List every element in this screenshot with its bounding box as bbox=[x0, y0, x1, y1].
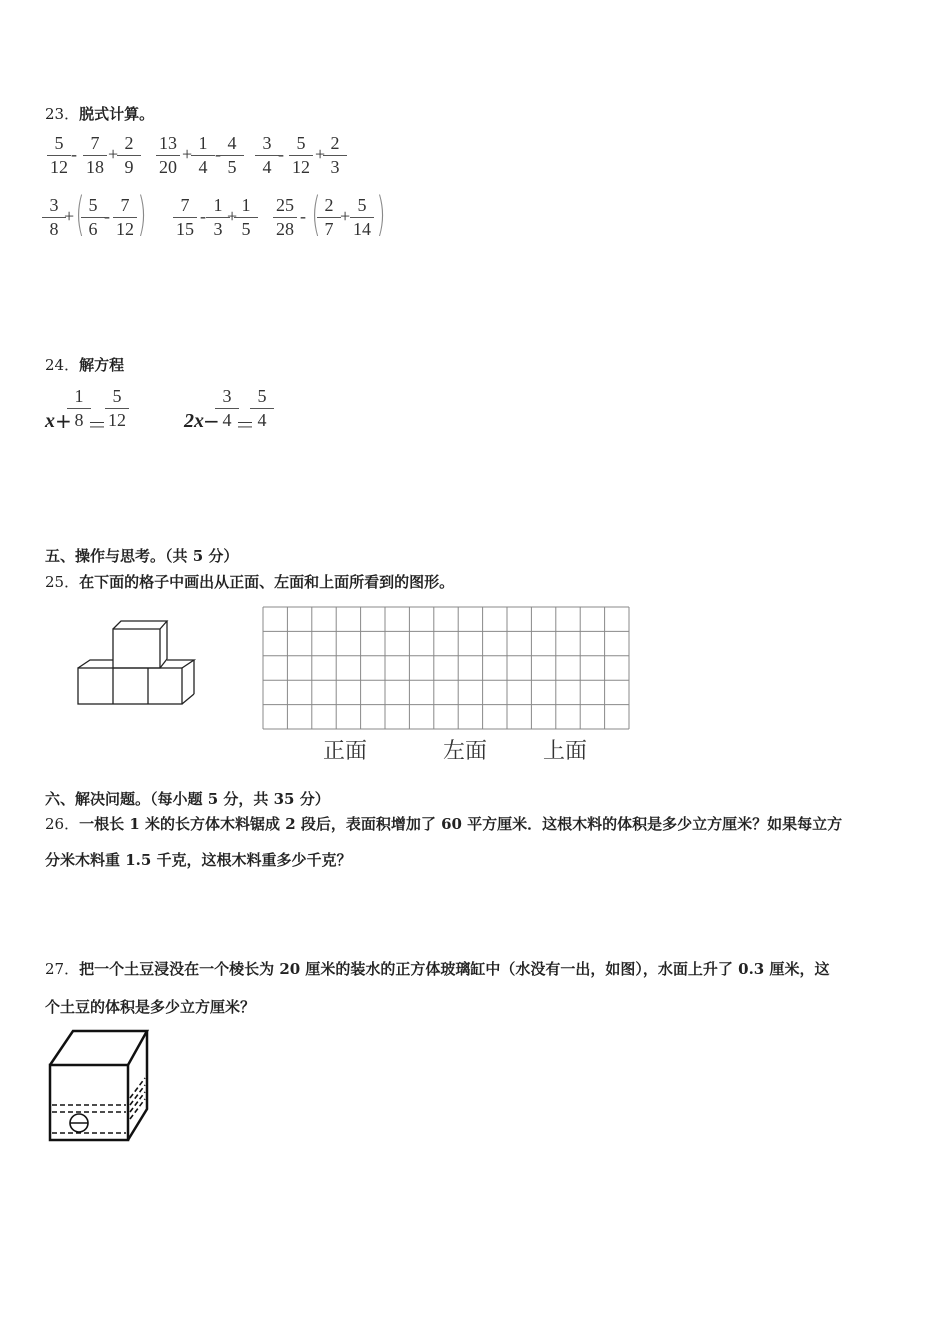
q27-text-line2: 个土豆的体积是多少立方厘米？ bbox=[45, 998, 256, 1016]
operator: - bbox=[71, 144, 77, 164]
equation-variable: x bbox=[45, 410, 55, 432]
q23-heading bbox=[45, 103, 154, 124]
q24-heading bbox=[45, 354, 124, 375]
right-paren: ) bbox=[137, 187, 147, 241]
cube-stack-figure bbox=[70, 620, 205, 710]
q23-number: 23． bbox=[45, 105, 80, 123]
fraction: 2 9 bbox=[115, 133, 143, 178]
fraction: 5 6 bbox=[79, 195, 107, 240]
fraction: 1 5 bbox=[232, 195, 260, 240]
right-paren: ) bbox=[376, 187, 386, 241]
operator: + bbox=[108, 144, 119, 164]
q23-title: 脱式计算。 bbox=[79, 105, 155, 123]
q27-text-line1: 把一个土豆浸没在一个棱长为 20 厘米的装水的正方体玻璃缸中（水没有一出，如图），水面上升了 0.3 厘米，这 bbox=[79, 960, 830, 978]
fraction: 2 3 bbox=[321, 133, 349, 178]
fraction: 13 20 bbox=[154, 133, 182, 178]
q26-line1 bbox=[45, 813, 842, 834]
fraction: 4 5 bbox=[218, 133, 246, 178]
q26-text-line1: 一根长 1 米的长方体木料锯成 2 段后，表面积增加了 60 平方厘米．这根木料的体积是多少立方厘米？如果每立方 bbox=[79, 815, 843, 833]
fraction: 7 15 bbox=[171, 195, 199, 240]
fraction: 5 12 bbox=[45, 133, 73, 178]
operator: - bbox=[104, 206, 110, 226]
operator: − bbox=[203, 409, 220, 433]
fraction: 5 4 bbox=[248, 386, 276, 431]
fraction: 7 18 bbox=[81, 133, 109, 178]
fraction: 3 4 bbox=[253, 133, 281, 178]
operator: + bbox=[64, 206, 75, 226]
q25-number: 25． bbox=[45, 573, 80, 591]
q27-line1 bbox=[45, 958, 829, 979]
fraction: 5 12 bbox=[103, 386, 131, 431]
fraction: 25 28 bbox=[271, 195, 299, 240]
bottom-row-front bbox=[78, 668, 182, 704]
grid-label-front: 正面 bbox=[323, 739, 368, 764]
fraction: 5 12 bbox=[287, 133, 315, 178]
fraction: 2 7 bbox=[315, 195, 343, 240]
equation-variable: 2x bbox=[184, 410, 204, 432]
grid-label-top: 上面 bbox=[543, 739, 588, 764]
operator: - bbox=[215, 144, 221, 164]
q24-number: 24． bbox=[45, 356, 80, 374]
top-cube-top bbox=[113, 621, 167, 629]
q23-expressions bbox=[45, 133, 405, 253]
operator: - bbox=[278, 144, 284, 164]
operator: - bbox=[300, 206, 306, 226]
equals-sign: ＝ bbox=[87, 413, 107, 437]
equals-sign: ＝ bbox=[235, 413, 255, 437]
operator: + bbox=[55, 409, 72, 433]
fraction: 5 14 bbox=[348, 195, 376, 240]
fraction: 3 4 bbox=[213, 386, 241, 431]
operator: + bbox=[340, 206, 351, 226]
section-5-title: 五、操作与思考。（共 5 分） bbox=[45, 547, 239, 565]
fraction: 1 3 bbox=[204, 195, 232, 240]
potato-icon bbox=[70, 1114, 88, 1132]
operator: + bbox=[182, 144, 193, 164]
left-paren: ( bbox=[311, 187, 321, 241]
q25-heading bbox=[45, 571, 454, 592]
fraction: 1 4 bbox=[189, 133, 217, 178]
operator: - bbox=[200, 206, 206, 226]
left-paren: ( bbox=[75, 187, 85, 241]
fraction: 1 8 bbox=[65, 386, 93, 431]
tank-front-face bbox=[50, 1065, 128, 1140]
q24-title: 解方程 bbox=[79, 356, 125, 374]
fraction: 3 8 bbox=[40, 195, 68, 240]
q24-equations bbox=[45, 386, 305, 436]
q27-number: 27． bbox=[45, 960, 80, 978]
q26-text-line2: 分米木料重 1.5 千克，这根木料重多少千克？ bbox=[45, 851, 352, 869]
top-cube-front bbox=[113, 629, 160, 668]
q25-text: 在下面的格子中画出从正面、左面和上面所看到的图形。 bbox=[79, 573, 455, 591]
drawing-grid[interactable] bbox=[262, 606, 630, 730]
section-6-title: 六、解决问题。（每小题 5 分，共 35 分） bbox=[45, 790, 330, 808]
q26-number: 26． bbox=[45, 815, 80, 833]
operator: + bbox=[227, 206, 238, 226]
glass-tank-figure bbox=[45, 1025, 155, 1147]
grid-label-left: 左面 bbox=[443, 739, 488, 764]
fraction: 7 12 bbox=[111, 195, 139, 240]
operator: + bbox=[315, 144, 326, 164]
